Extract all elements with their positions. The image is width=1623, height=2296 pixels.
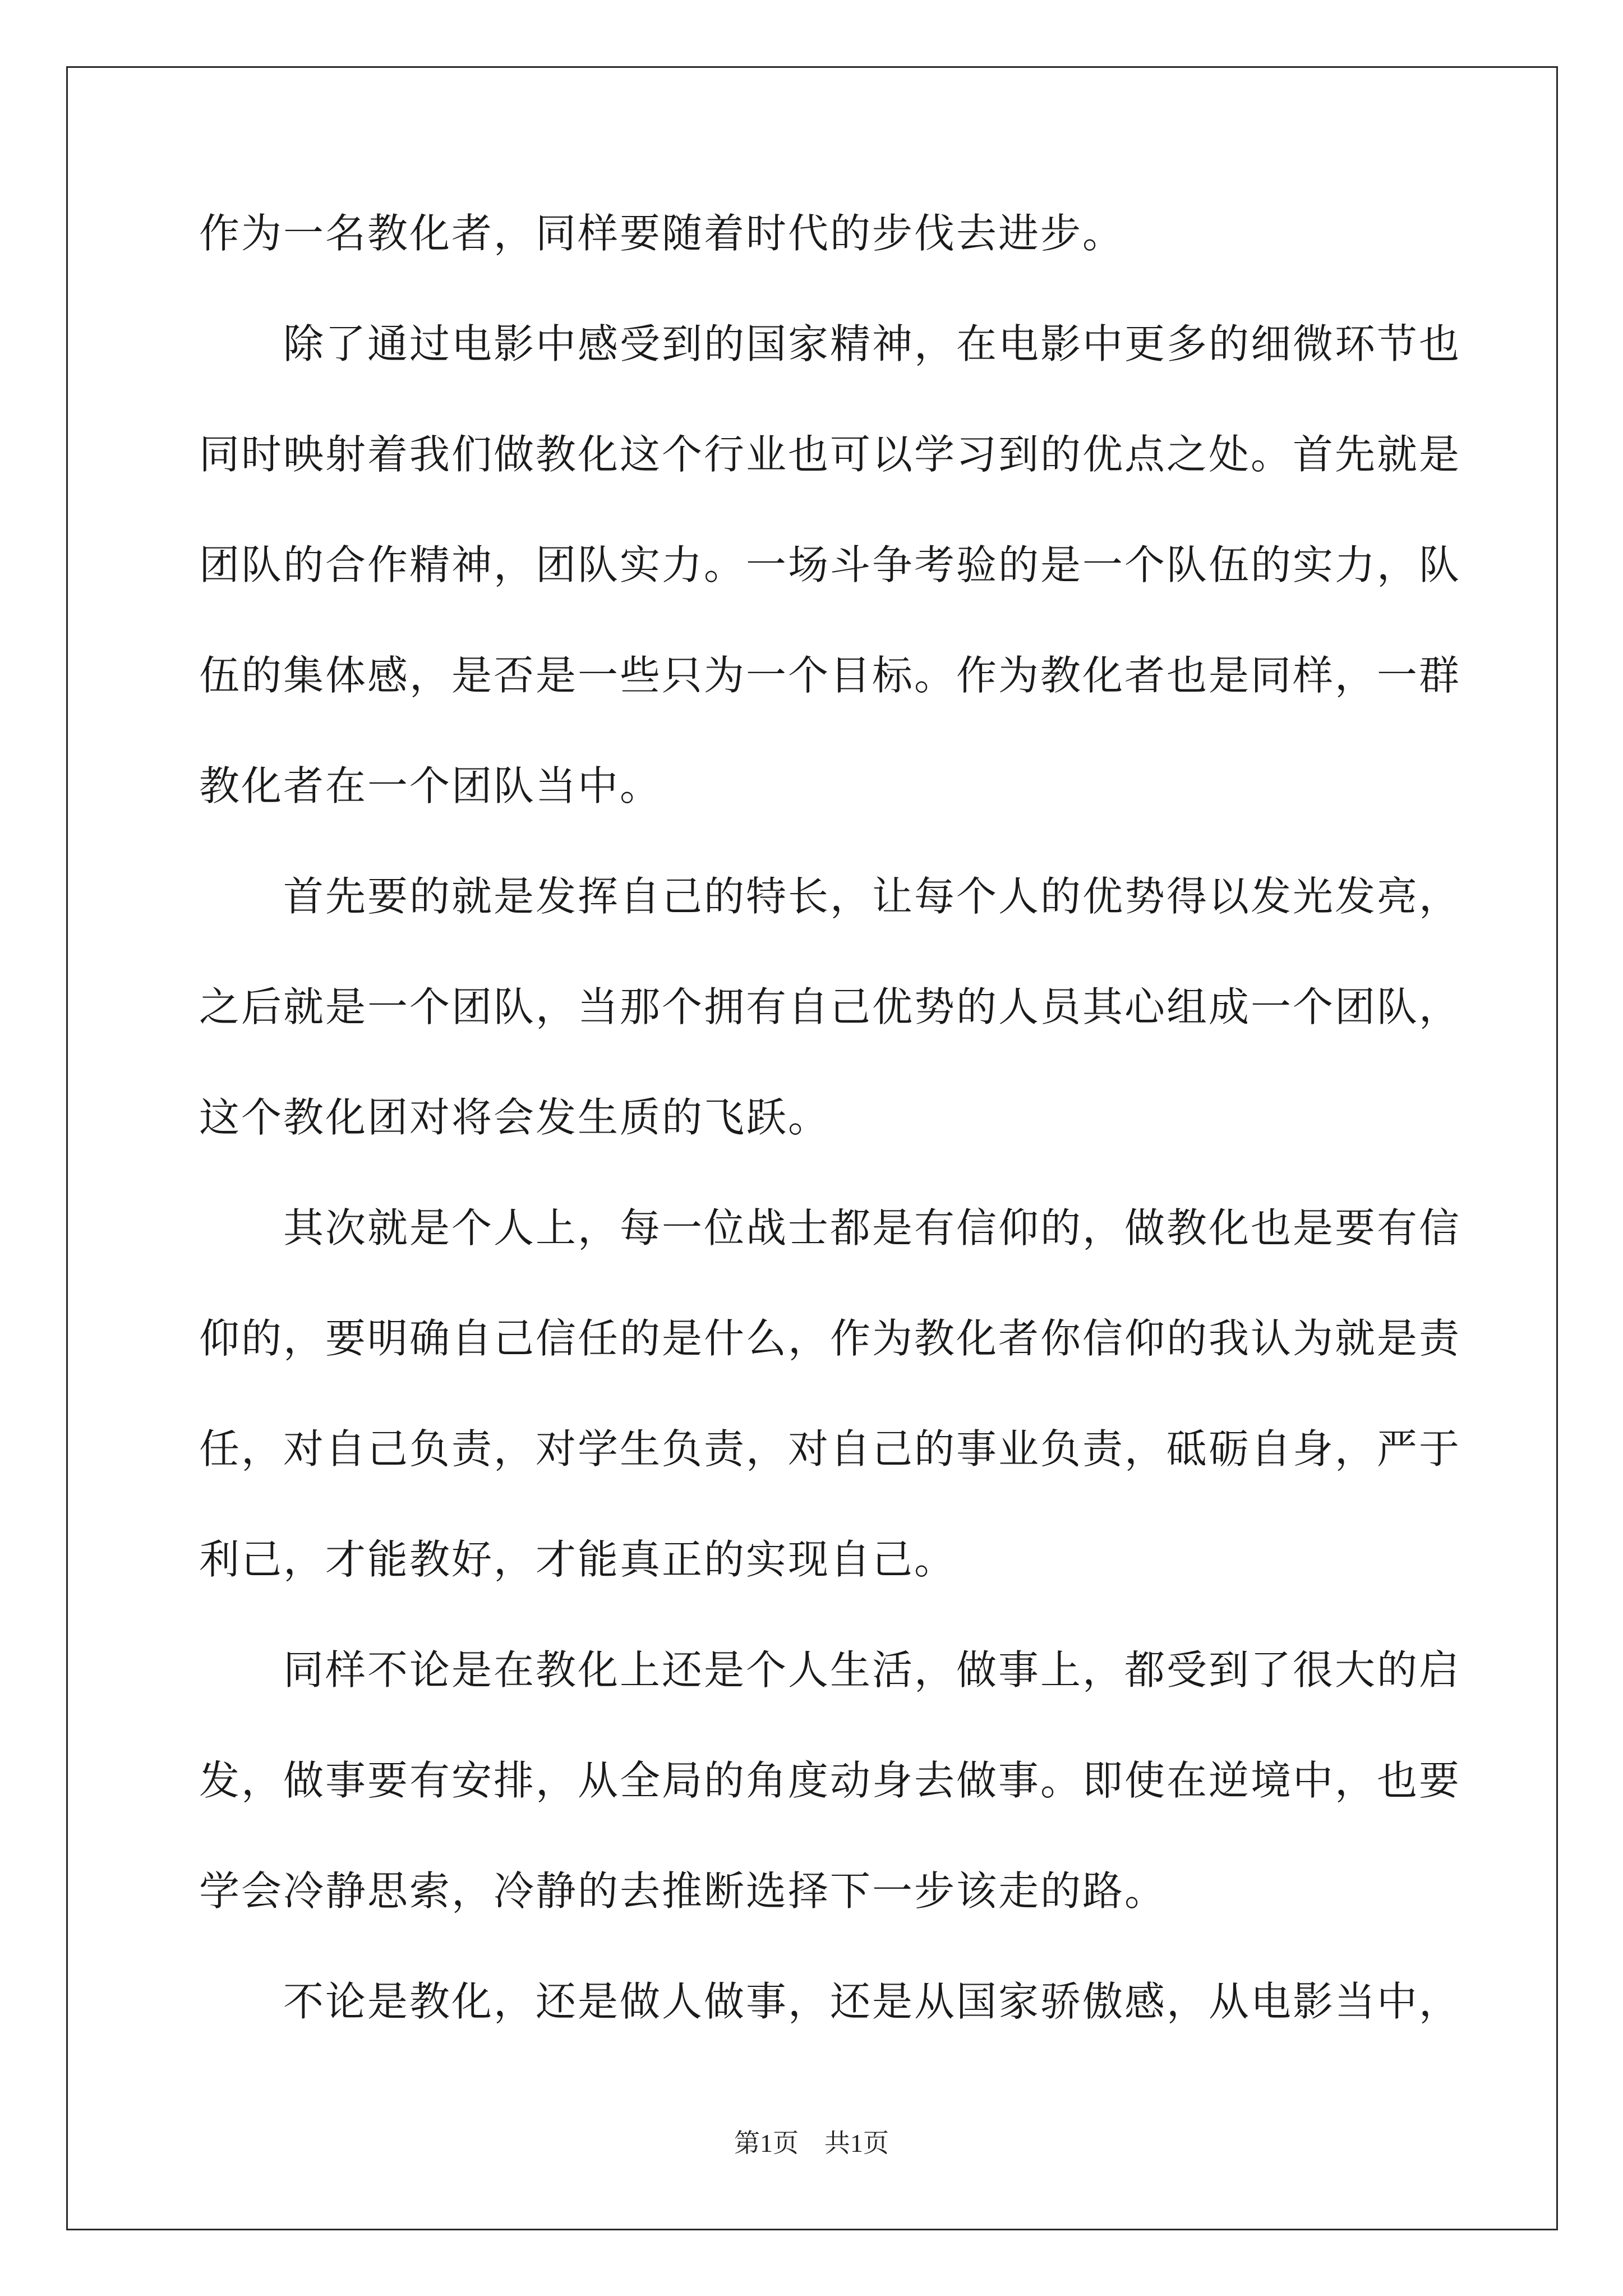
text-line: 除了通过电影中感受到的国家精神，在电影中更多的细微环节也 [283, 320, 1461, 367]
text-line: 同样不论是在教化上还是个人生活，做事上，都受到了很大的启 [283, 1646, 1461, 1694]
text-line: 学会冷静思索，冷静的去推断选择下一步该走的路。 [199, 1867, 1167, 1915]
text-line: 团队的合作精神，团队实力。一场斗争考验的是一个队伍的实力，队 [199, 541, 1461, 588]
text-line: 教化者在一个团队当中。 [199, 762, 662, 809]
text-line: 同时映射着我们做教化这个行业也可以学习到的优点之处。首先就是 [199, 431, 1461, 478]
text-line: 仰的，要明确自己信任的是什么，作为教化者你信仰的我认为就是责 [199, 1315, 1461, 1362]
text-line: 利己，才能教好，才能真正的实现自己。 [199, 1536, 957, 1583]
page-footer: 第1页 共1页 [734, 2129, 889, 2157]
text-line: 任，对自己负责，对学生负责，对自己的事业负责，砥砺自身，严于 [199, 1425, 1461, 1473]
text-line: 不论是教化，还是做人做事，还是从国家骄傲感，从电影当中， [283, 1978, 1461, 2025]
text-line: 首先要的就是发挥自己的特长，让每个人的优势得以发光发亮， [283, 873, 1461, 920]
text-line: 发，做事要有安排，从全局的角度动身去做事。即使在逆境中，也要 [199, 1757, 1461, 1804]
text-line: 其次就是个人上，每一位战士都是有信仰的，做教化也是要有信 [283, 1204, 1461, 1251]
text-line: 这个教化团对将会发生质的飞跃。 [199, 1094, 831, 1141]
document-body [199, 210, 1461, 2092]
text-line: 作为一名教化者，同样要随着时代的步伐去进步。 [199, 210, 1125, 257]
text-line: 伍的集体感，是否是一些只为一个目标。作为教化者也是同样，一群 [199, 652, 1461, 699]
text-line: 之后就是一个团队，当那个拥有自己优势的人员其心组成一个团队， [199, 983, 1461, 1030]
